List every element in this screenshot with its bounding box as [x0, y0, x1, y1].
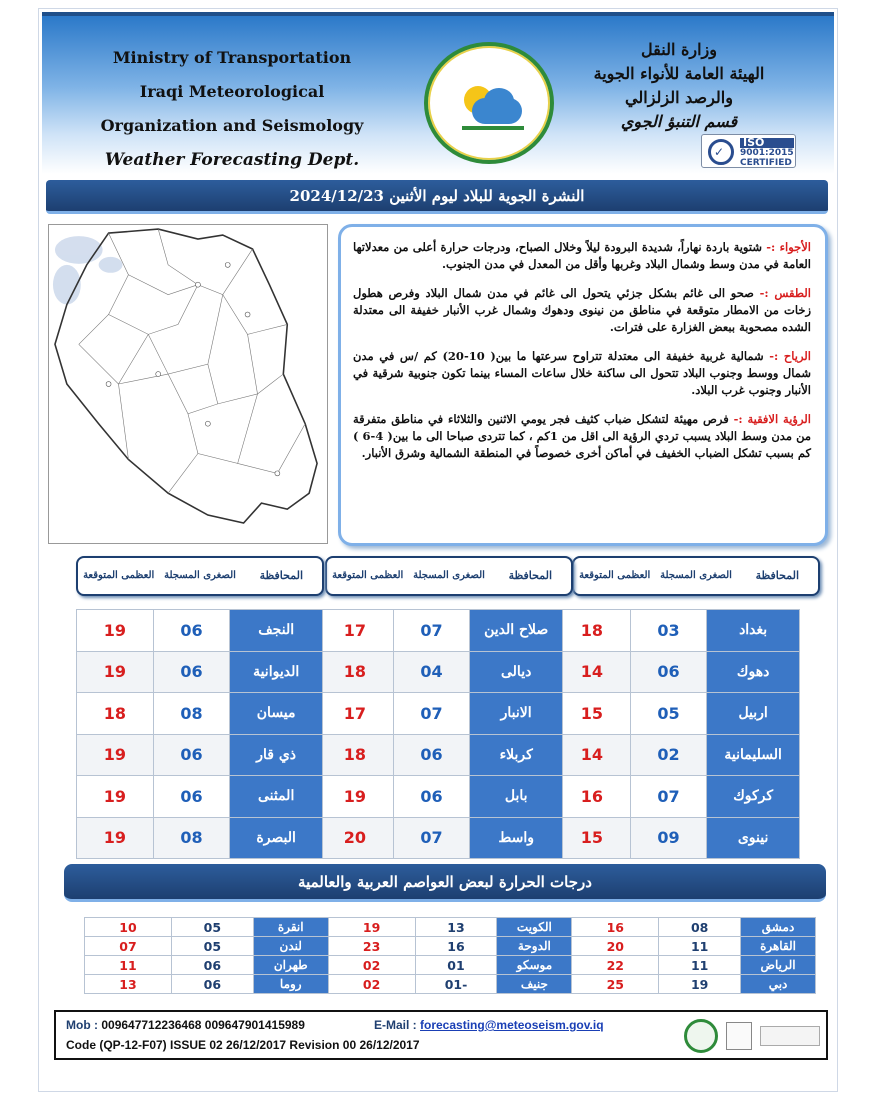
province-name: الانبار	[470, 693, 563, 735]
max-temp: 18	[317, 734, 394, 776]
province-name: الديوانية	[230, 651, 323, 693]
table-header-3	[76, 556, 324, 596]
forecast-body: شمالية غربية خفيفة الى معتدلة تتراوح سرعتها ما بين( 10-20) كم /س في مدن شمال ووسط وجنوب البلاد تتحول الى ساكنة خلال ساعات المساء بينما تكون جنوبية شرقية في الأنبار وجنوب غرب البلاد.	[353, 349, 811, 397]
max-temp: 18	[554, 610, 631, 652]
max-temp: 19	[317, 776, 394, 818]
city-max: 22	[572, 956, 659, 975]
min-temp: 02	[630, 734, 707, 776]
city-max: 25	[572, 975, 659, 994]
header-ar-line3: والرصد الزلزالي	[625, 88, 733, 107]
province-name: النجف	[230, 610, 323, 652]
footer-badge-logo	[726, 1022, 752, 1050]
city-name: دمشق	[741, 918, 816, 937]
city-name: طهران	[253, 956, 328, 975]
forecast-text-box	[338, 224, 828, 546]
bulletin-title: النشرة الجوية للبلاد ليوم الأثنين 2024/12/23	[46, 180, 828, 214]
iraq-map-svg	[49, 225, 327, 543]
table-row	[554, 693, 800, 735]
header-ar-line2: الهيئة العامة للأنواء الجوية	[593, 64, 765, 83]
min-temp: 09	[630, 817, 707, 859]
city-name: الدوحة	[497, 937, 572, 956]
forecast-winds	[353, 348, 811, 399]
footer-code: Code (QP-12-F07) ISSUE 02 26/12/2017 Revision 00 26/12/2017	[66, 1038, 420, 1052]
table-row	[554, 817, 800, 859]
min-temp: 06	[153, 734, 230, 776]
max-temp: 20	[317, 817, 394, 859]
header-ar-dept: قسم التنبؤ الجوي	[620, 112, 738, 131]
iso-certified: CERTIFIED	[740, 158, 792, 168]
iso-label: ISO	[740, 138, 794, 148]
header-province: المحافظة	[259, 569, 304, 582]
city-name: روما	[253, 975, 328, 994]
max-temp: 17	[317, 693, 394, 735]
header-min-recorded: الصغرى المسجلة	[660, 570, 732, 581]
province-name: دهوك	[707, 651, 800, 693]
city-max: 19	[328, 918, 415, 937]
province-name: كركوك	[707, 776, 800, 818]
min-temp: 07	[393, 693, 470, 735]
city-min: 01	[415, 956, 497, 975]
min-temp: 08	[153, 693, 230, 735]
header-province: المحافظة	[755, 569, 800, 582]
min-temp: 06	[393, 734, 470, 776]
forecast-label: الرؤية الافقية :-	[733, 412, 811, 426]
city-name: الكويت	[497, 918, 572, 937]
organization-logo	[424, 42, 554, 164]
header-ar-line1: وزارة النقل	[641, 40, 717, 59]
max-temp: 19	[77, 651, 154, 693]
header-english	[82, 41, 382, 177]
mob-label: Mob :	[66, 1018, 98, 1032]
table-row	[554, 651, 800, 693]
city-name: انقرة	[253, 918, 328, 937]
table-row	[77, 776, 323, 818]
forecast-label: الأجواء :-	[766, 240, 811, 254]
city-max: 10	[85, 918, 172, 937]
city-name: القاهرة	[741, 937, 816, 956]
footer-cert-logo	[760, 1026, 820, 1046]
forecast-label: الطقس :-	[759, 286, 811, 300]
header-min-recorded: الصغرى المسجلة	[413, 570, 485, 581]
table-row	[77, 610, 323, 652]
city-max: 20	[572, 937, 659, 956]
email-link[interactable]: forecasting@meteoseism.gov.iq	[420, 1018, 604, 1032]
max-temp: 19	[77, 817, 154, 859]
max-temp: 16	[554, 776, 631, 818]
min-temp: 07	[393, 610, 470, 652]
forecast-body: صحو الى غائم بشكل جزئي يتحول الى غائم في مدن شمال البلاد وفرص هطول زخات من الامطار متوقعة في مناطق من نينوى ودهوك وشمال غرب الأنبار خفيفة الى معتدلة الشده مصحوبة ببعض الغزارة على فترات.	[353, 286, 811, 334]
mob-numbers: 009647712236468 009647901415989	[101, 1018, 305, 1032]
iso-badge	[701, 134, 796, 168]
province-name: واسط	[470, 817, 563, 859]
min-temp: 06	[153, 610, 230, 652]
city-max: 13	[85, 975, 172, 994]
province-name: صلاح الدين	[470, 610, 563, 652]
city-max: 02	[328, 956, 415, 975]
forecast-body: فرص مهيئة لتشكل ضباب كثيف فجر يومي الاثنين والثلاثاء في مناطق متفرقة من مدن وسط البلاد يسبب تردي الرؤية الى اقل من 1كم ، كما تتردى صباحا الى ما بين( 4-6 ) كم بسبب تشكل الضباب الخفيف في أماكن أخرى خصوصاً في المنطقة الشمالية وشرق الأنبار.	[353, 412, 811, 460]
table-row	[317, 817, 563, 859]
province-name: ذي قار	[230, 734, 323, 776]
max-temp: 14	[554, 651, 631, 693]
province-table-1	[553, 609, 800, 859]
province-name: المثنى	[230, 776, 323, 818]
max-temp: 18	[317, 651, 394, 693]
forecast-body: شتوية باردة نهاراً، شديدة البرودة ليلاً وخلال الصباح، ودرجات حرارة أعلى من معدلاتها العامة في مدن وسط وشمال البلاد وغربها وأقل من المعدل في مدن الجنوب.	[353, 240, 811, 271]
min-temp: 06	[153, 651, 230, 693]
min-temp: 03	[630, 610, 707, 652]
table-row	[317, 693, 563, 735]
city-max: 16	[572, 918, 659, 937]
iso-text	[740, 138, 794, 168]
footer	[54, 1010, 828, 1060]
table-row	[85, 956, 816, 975]
check-icon: ✓	[714, 145, 725, 159]
iso-standard: 9001:2015	[740, 148, 794, 158]
forecast-atmosphere	[353, 239, 811, 273]
table-row	[77, 693, 323, 735]
max-temp: 15	[554, 693, 631, 735]
min-temp: 04	[393, 651, 470, 693]
city-min: -01	[415, 975, 497, 994]
province-name: ميسان	[230, 693, 323, 735]
city-min: 08	[659, 918, 741, 937]
city-name: موسكو	[497, 956, 572, 975]
min-temp: 05	[630, 693, 707, 735]
ground-line	[462, 126, 524, 130]
city-min: 19	[659, 975, 741, 994]
province-name: بغداد	[707, 610, 800, 652]
header-max-expected: العظمى المتوقعة	[579, 570, 651, 581]
city-name: دبي	[741, 975, 816, 994]
min-temp: 07	[393, 817, 470, 859]
table-row	[77, 817, 323, 859]
table-row	[317, 734, 563, 776]
province-name: ديالى	[470, 651, 563, 693]
city-min: 16	[415, 937, 497, 956]
table-row	[554, 734, 800, 776]
province-name: بابل	[470, 776, 563, 818]
forecast-weather	[353, 285, 811, 336]
city-min: 13	[415, 918, 497, 937]
forecast-label: الرياح :-	[769, 349, 812, 363]
city-max: 07	[85, 937, 172, 956]
max-temp: 19	[77, 734, 154, 776]
city-min: 06	[171, 956, 253, 975]
table-row	[554, 776, 800, 818]
table-row	[317, 651, 563, 693]
footer-seal-logo	[684, 1019, 718, 1053]
header-en-dept: Weather Forecasting Dept.	[104, 150, 360, 170]
max-temp: 17	[317, 610, 394, 652]
city-max: 11	[85, 956, 172, 975]
min-temp: 06	[630, 651, 707, 693]
max-temp: 19	[77, 776, 154, 818]
email-label: E-Mail :	[374, 1018, 417, 1032]
iraq-map	[48, 224, 328, 544]
max-temp: 14	[554, 734, 631, 776]
city-name: لندن	[253, 937, 328, 956]
table-row	[317, 610, 563, 652]
header-max-expected: العظمى المتوقعة	[332, 570, 404, 581]
footer-phone	[66, 1018, 305, 1032]
header-en-line2: Iraqi Meteorological	[139, 82, 325, 101]
city-min: 05	[171, 918, 253, 937]
capitals-title: درجات الحرارة لبعض العواصم العربية والعالمية	[64, 864, 826, 902]
table-row	[85, 918, 816, 937]
city-min: 11	[659, 956, 741, 975]
header-en-line1: Ministry of Transportation	[112, 48, 352, 67]
capitals-table	[84, 917, 816, 994]
cloud-base-icon	[472, 98, 522, 124]
table-row	[85, 975, 816, 994]
max-temp: 15	[554, 817, 631, 859]
province-name: البصرة	[230, 817, 323, 859]
header-arabic	[564, 38, 794, 134]
city-max: 02	[328, 975, 415, 994]
city-min: 11	[659, 937, 741, 956]
header-en-line3: Organization and Seismology	[100, 116, 364, 135]
min-temp: 08	[153, 817, 230, 859]
table-row	[554, 610, 800, 652]
province-name: السليمانية	[707, 734, 800, 776]
province-table-3	[76, 609, 323, 859]
city-name: جنيف	[497, 975, 572, 994]
table-row	[77, 651, 323, 693]
city-min: 05	[171, 937, 253, 956]
province-name: كربلاء	[470, 734, 563, 776]
header-max-expected: العظمى المتوقعة	[83, 570, 155, 581]
max-temp: 18	[77, 693, 154, 735]
header-province: المحافظة	[508, 569, 553, 582]
table-row	[317, 776, 563, 818]
province-table-2	[316, 609, 563, 859]
city-name: الرياض	[741, 956, 816, 975]
forecast-visibility	[353, 411, 811, 462]
province-name: نينوى	[707, 817, 800, 859]
table-row	[77, 734, 323, 776]
min-temp: 06	[393, 776, 470, 818]
province-name: اربيل	[707, 693, 800, 735]
city-max: 23	[328, 937, 415, 956]
min-temp: 06	[153, 776, 230, 818]
table-row	[85, 937, 816, 956]
min-temp: 07	[630, 776, 707, 818]
header-min-recorded: الصغرى المسجلة	[164, 570, 236, 581]
max-temp: 19	[77, 610, 154, 652]
table-header-2	[325, 556, 573, 596]
table-header-1	[572, 556, 820, 596]
city-min: 06	[171, 975, 253, 994]
footer-email	[374, 1018, 604, 1032]
